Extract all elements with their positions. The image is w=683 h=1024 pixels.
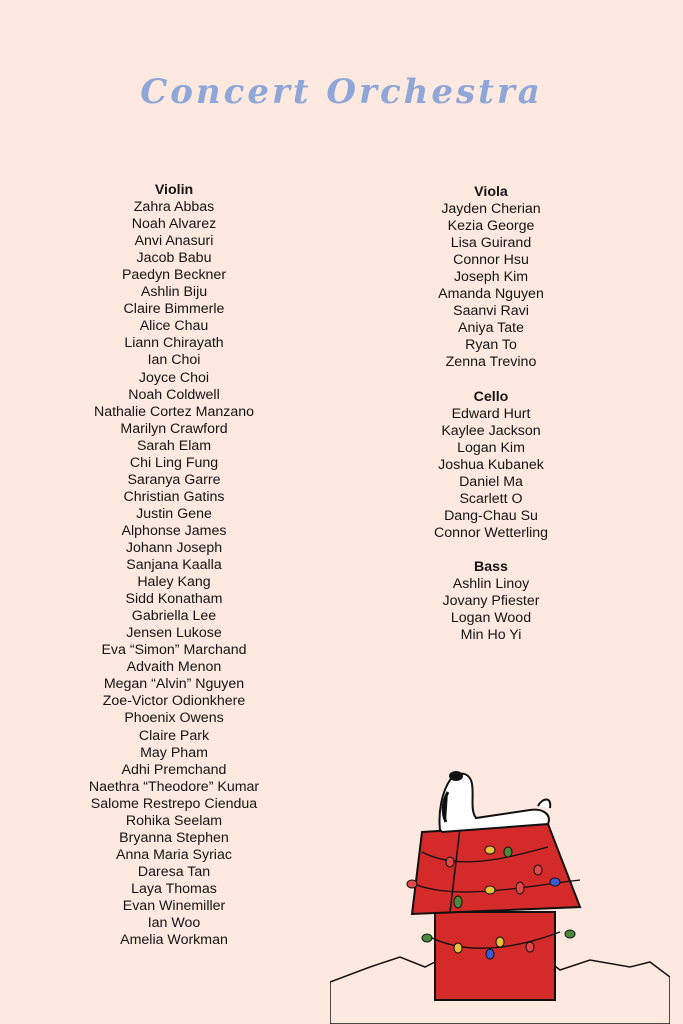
member-name: Eva “Simon” Marchand (101, 642, 247, 659)
member-name: Dang-Chau Su (444, 507, 538, 524)
member-name: Phoenix Owens (124, 710, 224, 727)
member-name: Connor Wetterling (433, 524, 549, 541)
member-name: Kezia George (447, 218, 535, 235)
section-heading: Violin (154, 182, 194, 198)
member-name: Saranya Garre (127, 471, 221, 488)
member-name: Alphonse James (121, 522, 227, 539)
member-name: Noah Alvarez (131, 216, 217, 233)
member-name: Ryan To (465, 337, 517, 354)
member-name: Anna Maria Syriac (116, 846, 232, 863)
member-name: Laya Thomas (131, 880, 217, 897)
member-name: Connor Hsu (453, 252, 529, 269)
dog-on-doghouse-illustration (330, 762, 670, 1024)
section-heading: Viola (474, 184, 508, 200)
page-title: Concert Orchestra (140, 72, 543, 112)
left-column (45, 182, 303, 966)
member-name: Liann Chirayath (124, 335, 224, 352)
member-name: Salome Restrepo Ciendua (90, 795, 258, 812)
member-name: Logan Kim (457, 439, 525, 456)
member-name: Noah Coldwell (128, 386, 220, 403)
member-name: Joseph Kim (453, 269, 529, 286)
member-name: Daniel Ma (459, 473, 523, 490)
member-name: Ian Choi (147, 352, 201, 369)
member-name: Zoe-Victor Odionkhere (102, 693, 246, 710)
member-name: Evan Winemiller (122, 897, 226, 914)
member-name: Logan Wood (450, 610, 532, 627)
member-name: Daresa Tan (137, 863, 211, 880)
member-name: Aniya Tate (458, 320, 524, 337)
right-column (362, 184, 620, 661)
doghouse-roof (412, 824, 580, 914)
section-bass (362, 559, 620, 644)
member-name: Chi Ling Fung (129, 454, 219, 471)
member-name: Haley Kang (137, 574, 211, 591)
member-name: Naethra “Theodore” Kumar (88, 778, 260, 795)
member-name: Kaylee Jackson (441, 422, 541, 439)
name-list (362, 576, 620, 644)
member-name: Lisa Guirand (450, 235, 532, 252)
member-name: May Pham (140, 744, 208, 761)
member-name: Zahra Abbas (133, 199, 215, 216)
member-name: Ashlin Biju (140, 284, 208, 301)
member-name: Sidd Konatham (125, 591, 223, 608)
name-list (45, 199, 303, 949)
name-list (362, 201, 620, 371)
member-name: Marilyn Crawford (120, 420, 228, 437)
member-name: Megan “Alvin” Nguyen (103, 676, 245, 693)
member-name: Ashlin Linoy (452, 575, 530, 592)
member-name: Claire Bimmerle (123, 301, 225, 318)
member-name: Christian Gatins (123, 488, 225, 505)
member-name: Min Ho Yi (460, 627, 522, 644)
member-name: Joshua Kubanek (438, 456, 544, 473)
section-heading: Cello (473, 388, 509, 405)
member-name: Edward Hurt (451, 405, 531, 422)
member-name: Jayden Cherian (441, 201, 541, 218)
section-violin (45, 182, 303, 949)
member-name: Adhi Premchand (121, 761, 227, 778)
member-name: Zenna Trevino (445, 354, 537, 371)
member-name: Alice Chau (139, 318, 209, 335)
member-name: Jensen Lukose (126, 625, 222, 642)
member-name: Amelia Workman (120, 932, 228, 949)
member-name: Paedyn Beckner (121, 267, 227, 284)
member-name: Jacob Babu (136, 250, 212, 267)
member-name: Ian Woo (147, 915, 201, 932)
member-name: Joyce Choi (138, 369, 210, 386)
member-name: Saanvi Ravi (453, 303, 529, 320)
member-name: Scarlett O (459, 490, 523, 507)
member-name: Claire Park (138, 727, 210, 744)
member-name: Amanda Nguyen (438, 286, 544, 303)
member-name: Gabriella Lee (131, 608, 217, 625)
member-name: Jovany Pfiester (442, 593, 540, 610)
member-name: Johann Joseph (125, 539, 223, 556)
section-heading: Bass (474, 558, 508, 575)
name-list (362, 406, 620, 542)
member-name: Bryanna Stephen (119, 829, 229, 846)
member-name: Sanjana Kaalla (126, 557, 222, 574)
member-name: Nathalie Cortez Manzano (93, 403, 255, 420)
section-viola (362, 184, 620, 372)
member-name: Advaith Menon (126, 659, 222, 676)
section-cello (362, 389, 620, 542)
member-name: Rohika Seelam (125, 812, 223, 829)
dog-icon (439, 771, 550, 832)
doghouse-body (435, 912, 555, 1000)
member-name: Anvi Anasuri (134, 233, 214, 250)
member-name: Sarah Elam (136, 437, 212, 454)
member-name: Justin Gene (136, 505, 212, 522)
